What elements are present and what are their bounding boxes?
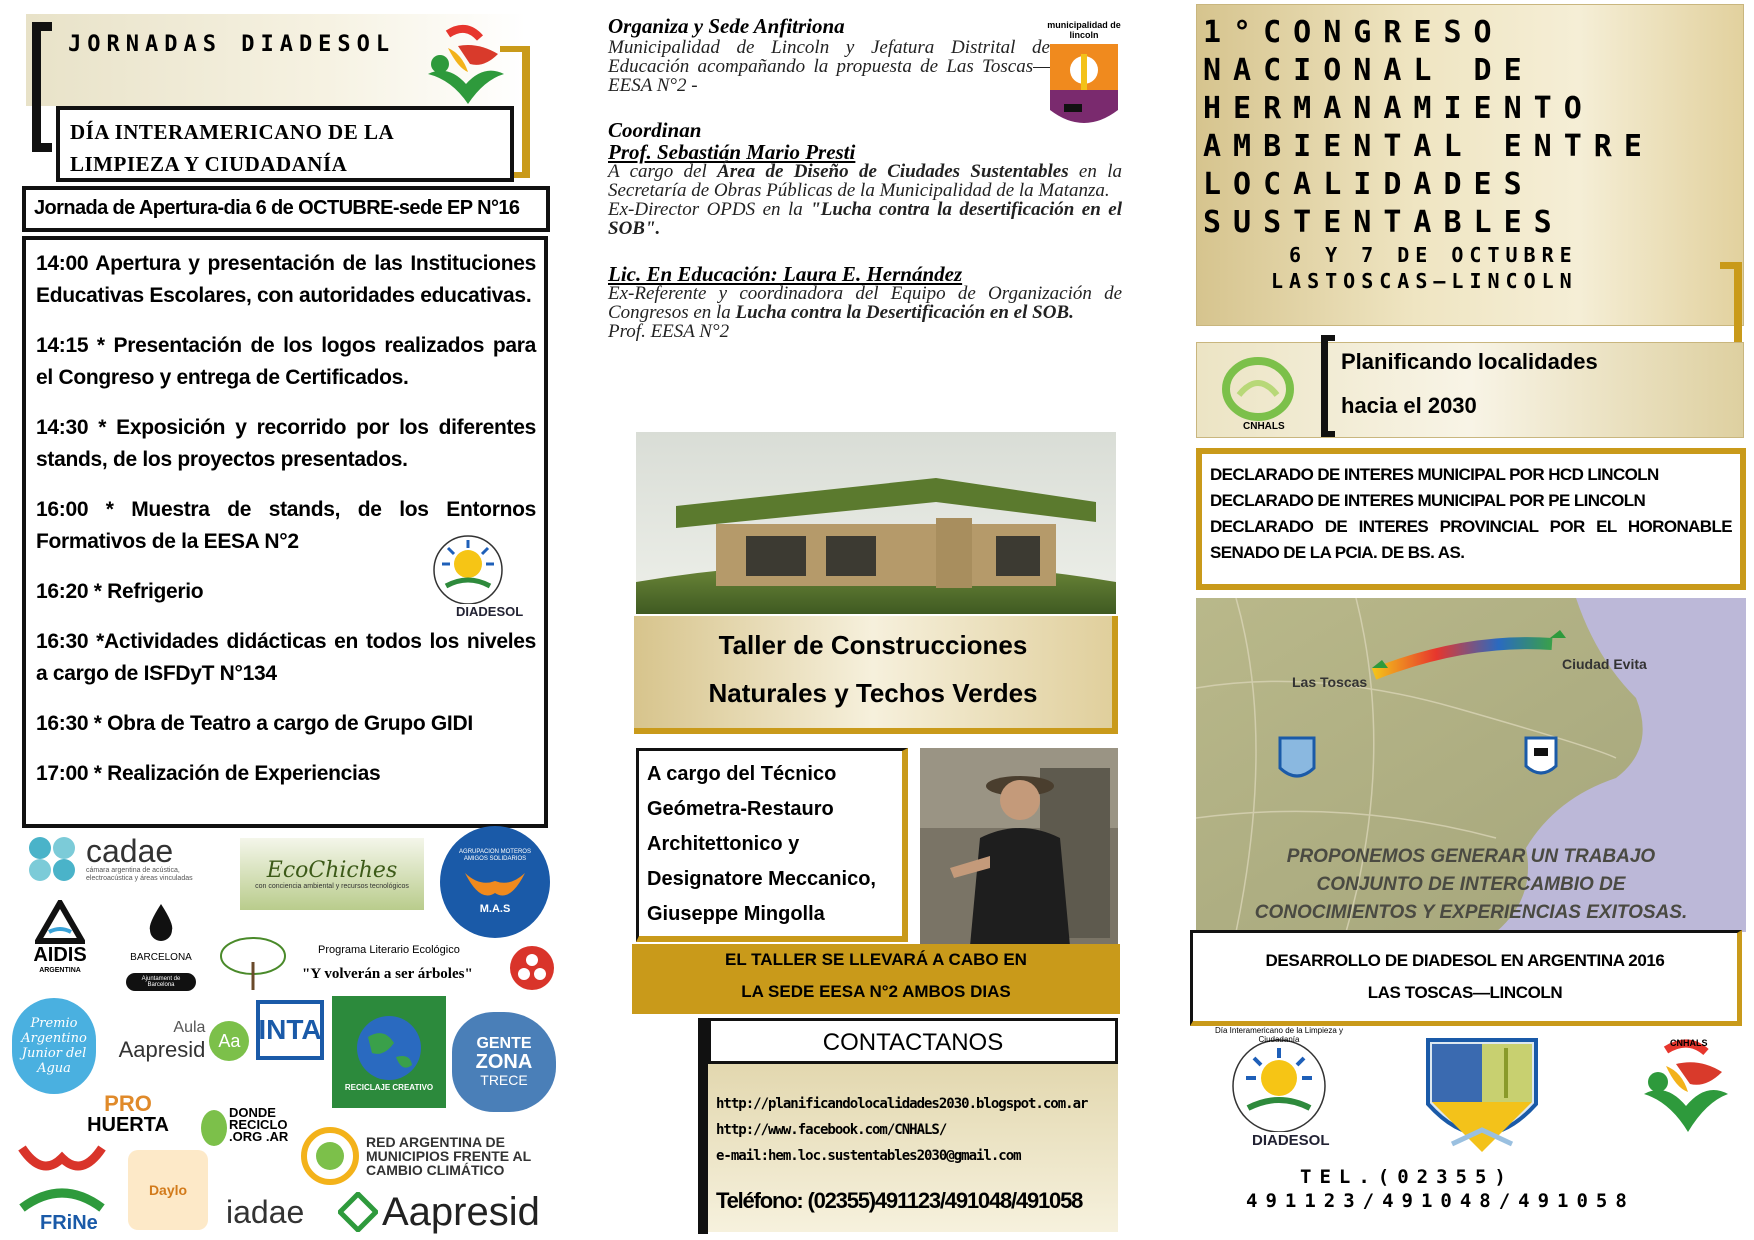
taller-line2: Naturales y Techos Verdes bbox=[708, 678, 1038, 708]
congress-title-2: NACIONAL DE bbox=[1203, 53, 1534, 88]
lincoln-shield-icon bbox=[1422, 1034, 1542, 1158]
daylo-logo bbox=[128, 1150, 208, 1230]
left-bracket bbox=[32, 22, 52, 152]
right-panel bbox=[1180, 0, 1754, 1240]
diadesol-bottom-text: DIADESOL bbox=[1252, 1132, 1330, 1149]
congress-title-4: AMBIENTAL ENTRE bbox=[1203, 129, 1654, 164]
propuesta-3: CONOCIMIENTOS Y EXPERIENCIAS EXITOSAS. bbox=[1254, 902, 1688, 923]
huerta-text: HUERTA bbox=[87, 1114, 169, 1136]
tecnico-line-3: Architettonico y bbox=[647, 833, 800, 855]
coord1-text-e: "Lucha contra la desertificación en el SOB". bbox=[608, 199, 1122, 239]
aidis-text: AIDIS bbox=[33, 944, 87, 966]
desarrollo-box bbox=[1190, 930, 1742, 1026]
schedule-item-7: 16:30 * Obra de Teatro a cargo de Grupo GIDI bbox=[36, 712, 473, 735]
coord1-text-c: en la Secretaría de Obras Públicas de la Municipalidad de la Matanza. bbox=[608, 161, 1122, 201]
aidis-triangle-icon bbox=[35, 900, 85, 944]
map-label-evita: Ciudad Evita bbox=[1562, 656, 1647, 672]
tecnico-line-1: A cargo del Técnico bbox=[647, 763, 837, 785]
cadae-dots-icon bbox=[26, 834, 80, 884]
contact-bar bbox=[698, 1018, 708, 1234]
frine-text: FRiNe bbox=[40, 1212, 98, 1234]
coord1-text-b: Área de Diseño de Ciudades Sustentables bbox=[717, 161, 1069, 182]
taller-box bbox=[634, 616, 1118, 734]
tecnico-line-2: Geómetra-Restauro bbox=[647, 798, 834, 820]
schedule-item-3: 14:30 * Exposición y recorrido por los diferentes stands, de los proyectos presentados. bbox=[36, 416, 536, 471]
contact-title: CONTACTANOS bbox=[822, 1029, 1004, 1056]
sede-line2: LA SEDE EESA N°2 AMBOS DIAS bbox=[741, 982, 1011, 1001]
congress-title-box bbox=[1196, 4, 1744, 326]
aapresid-logo bbox=[338, 1188, 558, 1236]
cnhals-label: CNHALS bbox=[1243, 421, 1285, 432]
aidis-sub: ARGENTINA bbox=[39, 967, 81, 974]
coord1-text-d: Ex-Director OPDS en la bbox=[608, 199, 811, 220]
ajuntament-text: Ajuntament de Barcelona bbox=[126, 973, 196, 991]
tecnico-line-5: Giuseppe Mingolla bbox=[647, 903, 825, 925]
mas-text: M.A.S bbox=[479, 903, 511, 915]
green-roof-house-photo bbox=[636, 432, 1116, 614]
ecochiches-logo bbox=[240, 838, 424, 910]
tel-line1: TEL.(02355) bbox=[1300, 1166, 1514, 1188]
aapresid-small-text: Aapresid bbox=[118, 1037, 206, 1062]
donde-reciclo-logo bbox=[194, 1088, 298, 1162]
email-link[interactable]: e-mail:hem.loc.sustentables2030@gmail.com bbox=[716, 1148, 1021, 1164]
programa-text: Programa Literario Ecológico bbox=[318, 944, 460, 956]
schedule-item-2: 14:15 * Presentación de los logos realizados para el Congreso y entrega de Certificados. bbox=[36, 334, 536, 389]
coord2-text-c: Prof. EESA N°2 bbox=[608, 321, 730, 342]
declarado-3: DECLARADO DE INTERES PROVINCIAL POR EL HORONABLE SENADO DE LA PCIA. DE BS. AS. bbox=[1210, 517, 1732, 562]
coord2-text bbox=[608, 284, 1122, 341]
schedule-item-4: 16:00 * Muestra de stands, de los Entornos Formativos de la EESA N°2 bbox=[36, 498, 536, 553]
taller-line1: Taller de Construcciones bbox=[718, 630, 1028, 660]
middle-panel bbox=[600, 0, 1140, 1240]
contact-title-box bbox=[708, 1018, 1118, 1064]
slogan-line2: hacia el 2030 bbox=[1341, 393, 1477, 418]
declarado-1: DECLARADO DE INTERES MUNICIPAL POR HCD LINCOLN bbox=[1210, 465, 1659, 484]
left-panel bbox=[0, 0, 560, 1240]
desarrollo-line2: LAS TOSCAS—LINCOLN bbox=[1367, 983, 1563, 1002]
slogan-line1: Planificando localidades bbox=[1341, 349, 1598, 374]
coord2-text-a: Ex-Referente y coordinadora del Equipo de Organización de Congresos en la bbox=[608, 283, 1122, 323]
schedule-item-8: 17:00 * Realización de Experiencias bbox=[36, 762, 381, 785]
tree-icon bbox=[210, 934, 296, 992]
diadesol-seal bbox=[412, 524, 524, 620]
donde-text: DONDE RECICLO .ORG .AR bbox=[229, 1105, 289, 1144]
cadae-text: cadae bbox=[86, 833, 174, 869]
tecnico-box bbox=[636, 748, 908, 942]
diadesol-bottom-logo bbox=[1204, 1028, 1354, 1148]
inta-text: INTA bbox=[258, 1014, 322, 1045]
gente-zona-trece-logo bbox=[452, 1012, 556, 1112]
desarrollo-line1: DESARROLLO DE DIADESOL EN ARGENTINA 2016 bbox=[1265, 951, 1665, 970]
congress-title-6: SUSTENTABLES bbox=[1203, 205, 1564, 240]
muni-logo-text: municipalidad de lincoln bbox=[1047, 20, 1121, 40]
premio-agua-logo bbox=[12, 998, 96, 1094]
coord1-text bbox=[608, 162, 1122, 238]
zona-text: ZONA bbox=[475, 1051, 533, 1073]
barcelona-logo bbox=[126, 890, 196, 1002]
ecochiches-sub: con conciencia ambiental y recursos tecnológicos bbox=[255, 883, 409, 890]
pro-text: PRO bbox=[104, 1091, 152, 1116]
organiza-title: Organiza y Sede Anfitriona bbox=[608, 14, 845, 38]
coordinan-title: Coordinan bbox=[608, 118, 702, 142]
congress-dates: 6 Y 7 DE OCTUBRE bbox=[1289, 243, 1578, 267]
premio-text: Premio Argentino Junior del Agua bbox=[21, 1016, 87, 1076]
aapresid-leaf-icon bbox=[338, 1192, 378, 1232]
inta-logo bbox=[256, 1000, 324, 1060]
diadesol-seal-text: DIADESOL bbox=[456, 604, 524, 619]
aula-aapresid-logo bbox=[114, 1006, 254, 1076]
subtitle-line1: DÍA INTERAMERICANO DE LA bbox=[70, 120, 395, 144]
hands-icon bbox=[460, 863, 530, 903]
muni-shield-icon bbox=[1044, 40, 1124, 140]
congress-title-5: LOCALIDADES bbox=[1203, 167, 1534, 202]
tel-line2: 491123/491048/491058 bbox=[1246, 1190, 1635, 1212]
cnhals-bottom-icon bbox=[1636, 1036, 1736, 1136]
volveran-text: "Y volverán a ser árboles" bbox=[302, 966, 473, 982]
declarado-2: DECLARADO DE INTERES MUNICIPAL POR PE LINCOLN bbox=[1210, 491, 1646, 510]
slogan-box bbox=[1196, 342, 1744, 438]
schedule-item-5: 16:20 * Refrigerio bbox=[36, 580, 204, 603]
aidis-logo bbox=[28, 892, 92, 982]
opening-day-box bbox=[22, 186, 550, 232]
cadae-sub: cámara argentina de acústica, electroacústica y áreas vinculadas bbox=[86, 867, 193, 882]
globe-icon bbox=[354, 1013, 424, 1083]
sede-line1: EL TALLER SE LLEVARÁ A CABO EN bbox=[725, 950, 1027, 969]
diadesol-ring-text: Día Interamericano de la Limpieza y Ciudadanía bbox=[1214, 1026, 1344, 1044]
reciclaje-text: RECICLAJE CREATIVO bbox=[344, 1082, 434, 1092]
red-text: RED ARGENTINA DE MUNICIPIOS FRENTE AL CAMBIO CLIMÁTICO bbox=[366, 1134, 531, 1178]
organiza-text: Municipalidad de Lincoln y Jefatura Distrital de Educación acompañando la propuesta de Las Toscas—EESA N°2 - bbox=[608, 37, 1050, 96]
congress-title-1: 1°CONGRESO bbox=[1203, 15, 1504, 50]
red-municipios-logo bbox=[300, 1120, 558, 1192]
schedule-item-6: 16:30 *Actividades didácticas en todos los niveles a cargo de ISFDyT N°134 bbox=[36, 630, 536, 685]
aapresid-text: Aapresid bbox=[382, 1189, 540, 1234]
schedule-item-1: 14:00 Apertura y presentación de las Instituciones Educativas Escolares, con autoridades educativas. bbox=[36, 252, 536, 307]
map-label-toscas: Las Toscas bbox=[1292, 674, 1368, 690]
aula-text: Aula bbox=[173, 1019, 206, 1036]
telefono-text: Teléfono: (02355)491123/491048/491058 bbox=[716, 1188, 1083, 1213]
ecochiches-text: EcoChiches bbox=[266, 858, 398, 883]
blog-link[interactable]: http://planificandolocalidades2030.blogspot.com.ar bbox=[716, 1096, 1088, 1112]
aa-badge: Aa bbox=[209, 1021, 249, 1061]
gente-text: GENTE bbox=[476, 1035, 532, 1052]
muni-logo bbox=[1044, 20, 1124, 140]
propuesta-2: CONJUNTO DE INTERCAMBIO DE bbox=[1316, 874, 1626, 895]
opening-day-text: Jornada de Apertura-dia 6 de OCTUBRE-sede EP N°16 bbox=[34, 197, 520, 219]
sun-ring-icon bbox=[300, 1126, 360, 1186]
coord2-name: Lic. En Educación: Laura E. Hernández bbox=[608, 262, 963, 286]
subtitle-box bbox=[56, 106, 514, 182]
subtitle-line2: LIMPIEZA Y CIUDADANÍA bbox=[70, 152, 348, 176]
mas-logo bbox=[440, 826, 550, 938]
red-circle-icon bbox=[508, 944, 556, 992]
coord1-name: Prof. Sebastián Mario Presti bbox=[608, 140, 856, 164]
congress-place: LASTOSCAS—LINCOLN bbox=[1271, 269, 1578, 293]
leaf-icon bbox=[199, 1102, 229, 1148]
tecnico-line-4: Designatore Meccanico, bbox=[647, 868, 876, 890]
daylo-text: Daylo bbox=[148, 1182, 188, 1198]
coord2-text-b: Lucha contra la Desertificación en el SOB. bbox=[735, 302, 1074, 323]
reciclaje-logo bbox=[332, 996, 446, 1108]
pro-huerta-logo bbox=[68, 1092, 188, 1136]
cnhals-logo-icon bbox=[1213, 351, 1303, 431]
propuesta-1: PROPONEMOS GENERAR UN TRABAJO bbox=[1286, 846, 1656, 867]
speaker-photo bbox=[920, 748, 1118, 946]
sun-icon bbox=[412, 524, 524, 604]
cadae-logo bbox=[26, 832, 226, 886]
facebook-link[interactable]: http://www.facebook.com/CNHALS/ bbox=[716, 1122, 947, 1138]
cnhals-bottom-label: CNHALS bbox=[1670, 1038, 1708, 1048]
congress-title-3: HERMANAMIENTO bbox=[1203, 91, 1594, 126]
jornadas-title: JORNADAS DIADESOL bbox=[68, 32, 396, 57]
slogan-bracket bbox=[1321, 335, 1335, 437]
water-drop-icon bbox=[146, 902, 176, 942]
declarado-box bbox=[1196, 448, 1746, 590]
iadae-text: iadae bbox=[226, 1194, 305, 1230]
coord1-text-a: A cargo del bbox=[608, 161, 718, 182]
mas-ring-text: AGRUPACION MOTEROS AMIGOS SOLIDARIOS bbox=[459, 849, 531, 862]
barcelona-text: BARCELONA bbox=[130, 951, 192, 963]
sede-box bbox=[632, 944, 1120, 1014]
trece-text: TRECE bbox=[480, 1072, 528, 1088]
